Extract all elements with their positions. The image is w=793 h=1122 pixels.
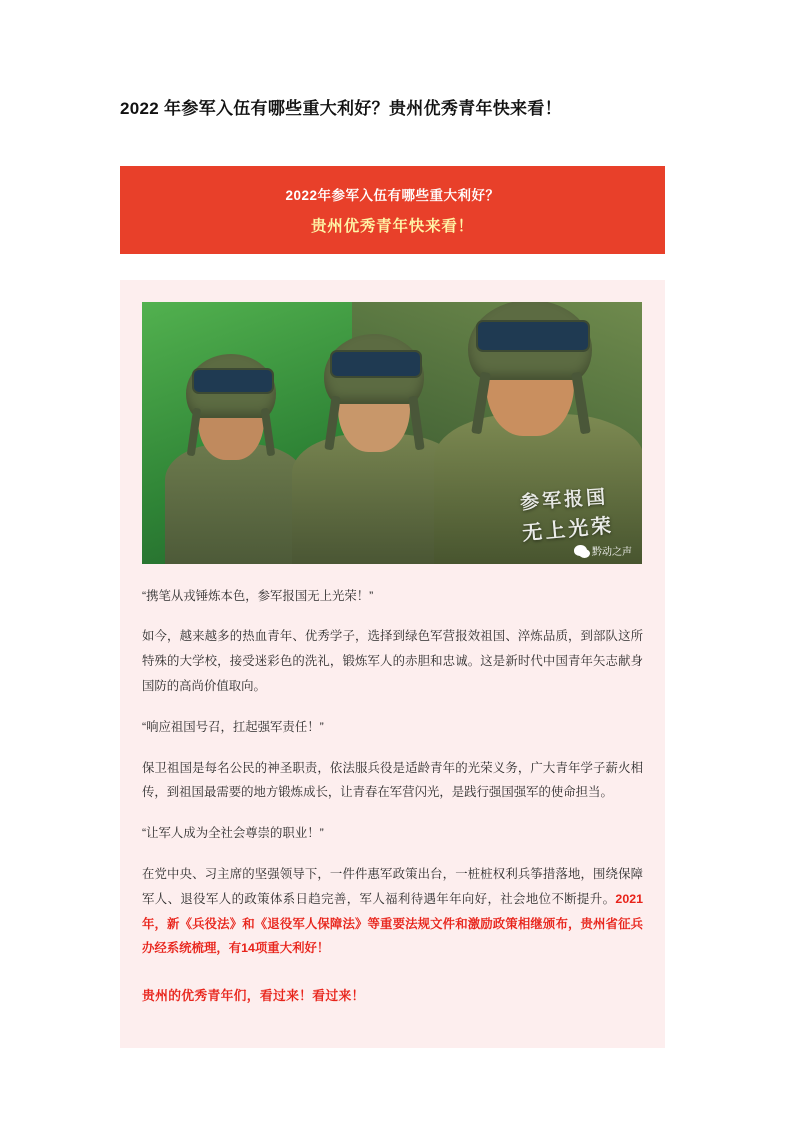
article-paragraph-1: 如今，越来越多的热血青年、优秀学子，选择到绿色军营报效祖国、淬炼品质，到部队这所特殊的大学校，接受迷彩色的洗礼，锻炼军人的赤胆和忠诚。这是新时代中国青年矢志献身国防的高尚价值取向。 (142, 629, 643, 693)
soldier-middle-goggles (330, 350, 422, 378)
soldier-left-torso (165, 444, 305, 564)
photo-watermark-line2: 无上光荣 (521, 514, 616, 545)
article-banner (120, 166, 665, 254)
banner-headline-secondary: 贵州优秀青年快来看！ (310, 217, 474, 235)
photo-credit (574, 543, 632, 558)
article-body (142, 584, 643, 1009)
article-paragraph-quote-1: “携笔从戎锤炼本色，参军报国无上光荣！” (142, 588, 374, 603)
article-paragraph-3-highlight: 2021年，新《兵役法》和《退役军人保障法》等重要法规文件和激励政策相继颁布，贵州省征兵办经系统梳理，有14项重大利好！ (142, 891, 643, 956)
soldiers-photo (142, 302, 642, 564)
photo-credit-label: 黔动之声 (592, 546, 632, 558)
page-title: 2022 年参军入伍有哪些重大利好？贵州优秀青年快来看！ (120, 99, 562, 118)
photo-watermark-line1: 参军报国 (519, 486, 609, 514)
article-paragraph-quote-3: “让军人成为全社会尊崇的职业！” (142, 826, 324, 841)
article-paragraph-quote-2: “响应祖国号召，扛起强军责任！” (142, 719, 324, 734)
soldier-left (160, 344, 310, 564)
soldier-left-goggles (192, 368, 274, 394)
soldier-right-goggles (476, 320, 590, 352)
article-callout: 贵州的优秀青年们，看过来！看过来！ (142, 988, 365, 1004)
article-card (120, 280, 665, 1048)
article-paragraph-3 (142, 862, 643, 961)
wechat-icon (574, 545, 587, 556)
article-paragraph-3-lead: 在党中央、习主席的坚强领导下，一件件惠军政策出台，一桩桩权利兵筝措落地，围绕保障军人、退役军人的政策体系日趋完善，军人福利待遇年年向好，社会地位不断提升。 (142, 867, 643, 906)
article-paragraph-2: 保卫祖国是每名公民的神圣职责，依法服兵役是适龄青年的光荣义务，广大青年学子薪火相传，到祖国最需要的地方锻炼成长，让青春在军营闪光，是践行强国强军的使命担当。 (142, 760, 643, 800)
banner-headline-primary: 2022年参军入伍有哪些重大利好？ (285, 187, 500, 203)
